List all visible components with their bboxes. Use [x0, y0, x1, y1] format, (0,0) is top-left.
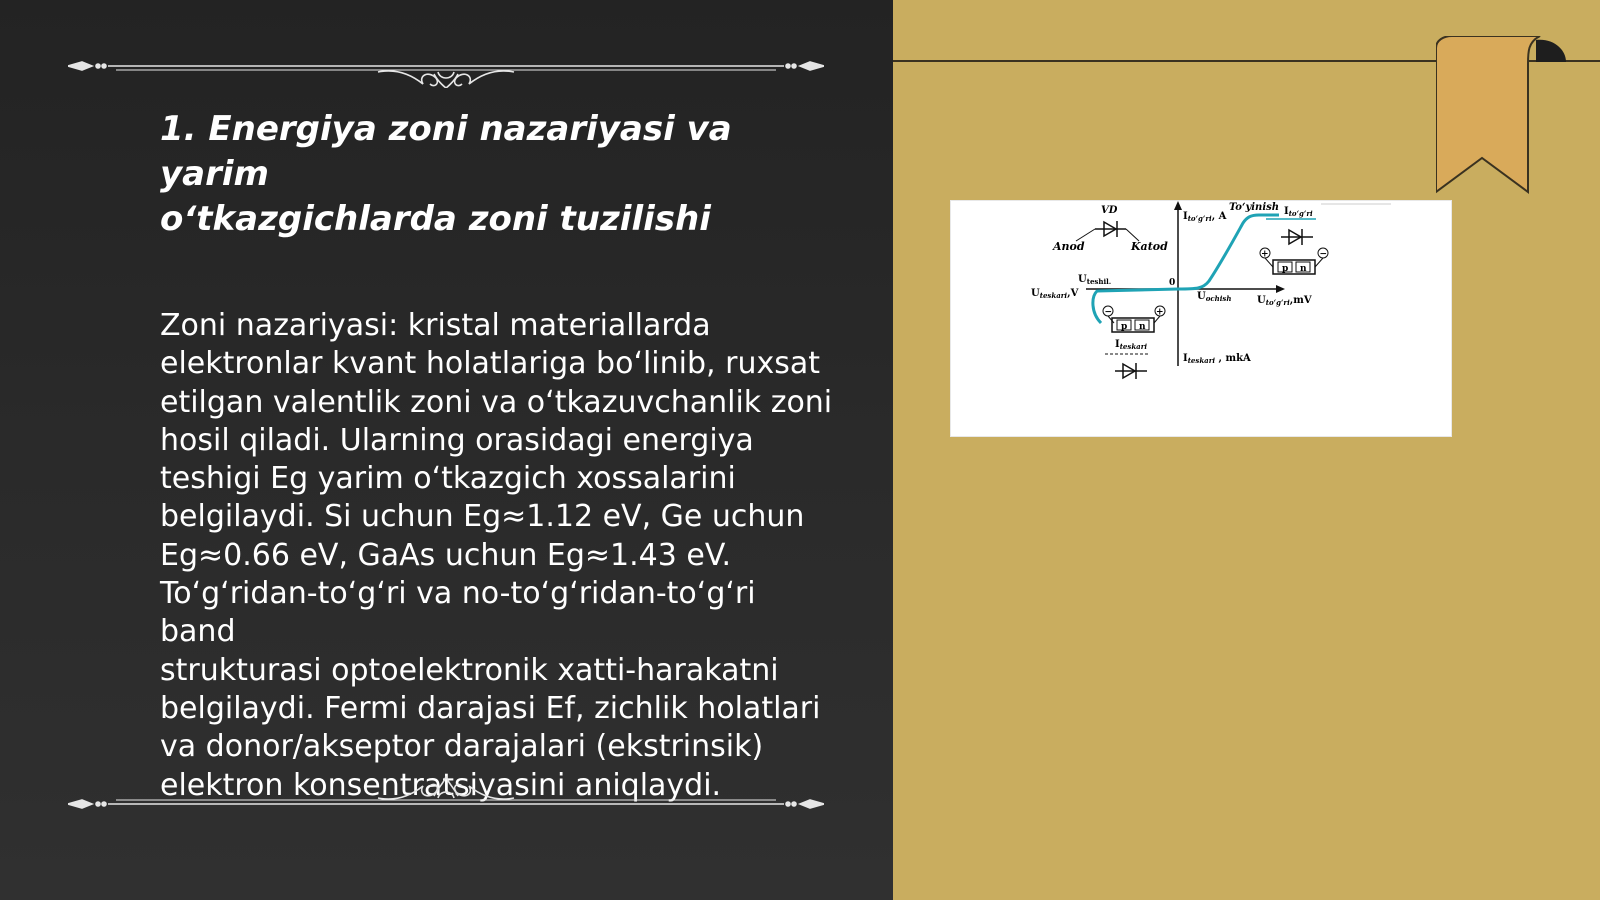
p-label-reverse: p — [1121, 322, 1128, 332]
u-ochish-label: $U_{ochish}$ — [1197, 291, 1232, 303]
slide-body-text: Zoni nazariyasi: kristal materiallarda elektronlar kvant holatlariga bo‘linib, ruxsat etilgan valentlik zoni va o‘tkazuvchanlik zoni hosil qiladi. Ularning orasidagi energiya teshigi Eg yarim o‘tkazgich xossalarini belgilaydi. Si uchun Eg≈1.12 eV, Ge uchun Eg≈0.66 eV, GaAs uchun Eg≈1.43 eV. To‘g‘ridan-to‘g‘ri va no-to‘g‘ridan-to‘g‘ri band strukturasi optoelektronik xatti-harakatni belgilaydi. Fermi darajasi Ef, zichlik holatlari va donor/akseptor darajalari (ekstrinsik) elektron konsentratsiyasini aniqlaydi. — [160, 308, 833, 803]
title-line-1: 1. Energiya zoni nazariyasi va yarim — [160, 109, 732, 194]
reverse-diode-icon — [1115, 363, 1147, 379]
minus-sign: − — [1319, 249, 1328, 260]
title-line-2: o‘tkazgichlarda zoni tuzilishi — [160, 199, 711, 239]
katod-label: Katod — [1131, 240, 1168, 253]
p-label: p — [1282, 264, 1289, 274]
i-teskari-label: $I_{teskari}$ — [1115, 339, 1148, 351]
i-forward-label: $I_{to‘g‘ri}$ — [1284, 206, 1313, 218]
minus-sign-reverse: − — [1104, 307, 1113, 318]
diode-icon — [1095, 221, 1126, 237]
n-label-reverse: n — [1139, 322, 1146, 332]
iv-curve — [1093, 215, 1279, 323]
diode-iv-svg — [951, 201, 1451, 436]
n-label: n — [1300, 264, 1307, 274]
u-forward-label: $U_{to‘g‘ri},mV$ — [1257, 295, 1312, 307]
i-teskari-axis-label: $I_{teskari}$ , mkA — [1183, 353, 1251, 365]
u-teshil-label: $U_{teshil.}$ — [1078, 274, 1112, 286]
bookmark-ribbon-icon — [1436, 36, 1586, 200]
ornament-divider-top-icon — [68, 48, 824, 88]
origin-label: 0 — [1169, 278, 1176, 288]
plus-sign-reverse: + — [1156, 307, 1164, 318]
forward-diode-icon — [1281, 229, 1313, 245]
ornament-divider-bottom-icon — [68, 772, 824, 812]
anod-label: Anod — [1053, 240, 1085, 253]
slide-title — [160, 107, 840, 242]
toyinish-label: To‘yinish — [1229, 202, 1280, 213]
plus-sign: + — [1261, 249, 1269, 260]
diode-iv-diagram — [950, 200, 1452, 437]
u-teskari-label: $U_{teskari},V$ — [1031, 288, 1079, 300]
i-forward-axis-label: $I_{to‘g‘ri}$, A — [1183, 211, 1227, 223]
vd-label: VD — [1101, 205, 1118, 216]
